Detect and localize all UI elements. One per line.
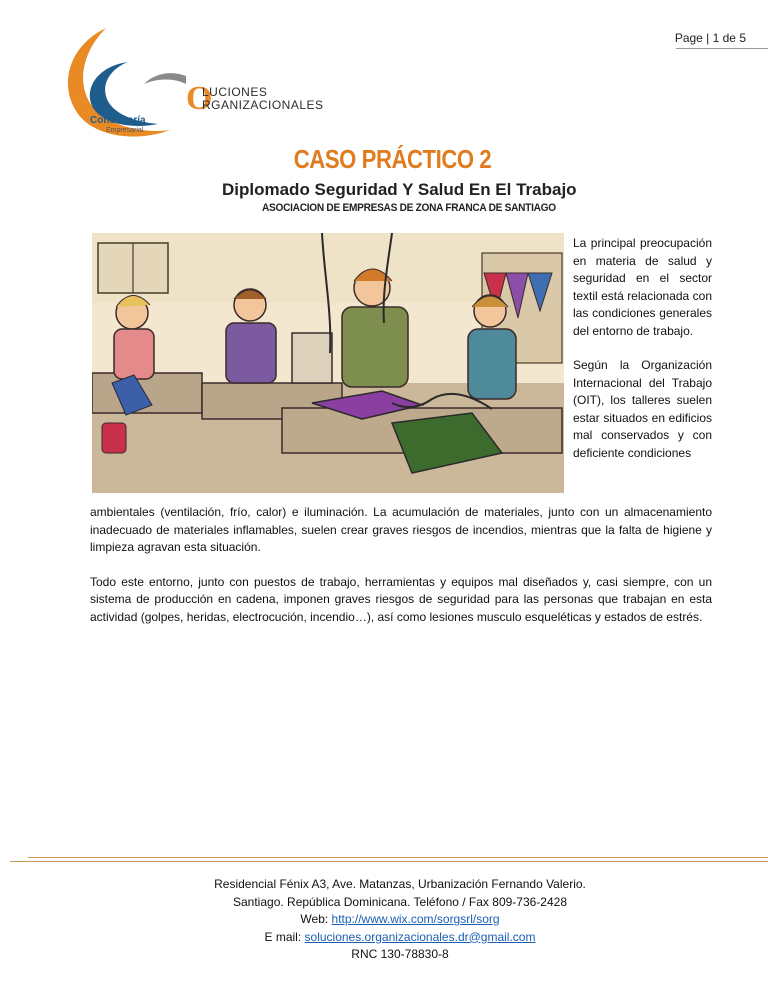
footer-web-label: Web: <box>300 912 332 926</box>
logo-line-1: LUCIONES <box>202 85 268 99</box>
logo-line-2: RGANIZACIONALES <box>202 98 324 112</box>
website-link[interactable]: http://www.wix.com/sorgsrl/sorg <box>331 912 500 926</box>
logo-consultoria: Consultoría <box>90 115 146 126</box>
logo-empresarial: Empresarial <box>106 127 144 134</box>
body-paragraph: ambientales (ventilación, frío, calor) e iluminación. La acumulación de materiales, junto con un almacenamiento inadecuado de materiales inflamables, suelen crear graves riesgos de incendios, mientras que la falta de higiene y limpieza agravan esta situación. <box>90 505 712 554</box>
page-number: Page | 1 de 5 <box>674 31 746 45</box>
footer-web <box>0 911 768 929</box>
header-rule <box>676 48 768 49</box>
footer <box>0 876 768 964</box>
footer-address: Residencial Fénix A3, Ave. Matanzas, Urbanización Fernando Valerio. <box>214 877 586 891</box>
footer-email <box>0 929 768 947</box>
side-paragraph: Según la Organización Internacional del Trabajo (OIT), los talleres suelen estar situados en edificios mal conservados y con deficiente condiciones <box>573 358 712 460</box>
body-text <box>90 504 712 643</box>
body-paragraph: Todo este entorno, junto con puestos de trabajo, herramientas y equipos mal diseñados y, casi siempre, con un sistema de producción en cadena, imponen graves riesgos de seguridad para las personas que trabajan en esta actividad (golpes, heridas, electrocución, incendio…), así como lesiones musculo esqueléticas y estados de estrés. <box>90 574 712 624</box>
email-link[interactable]: soluciones.organizacionales.dr@gmail.com <box>304 929 536 944</box>
textile-workshop-illustration <box>92 233 564 493</box>
organization-name: ASOCIACION DE EMPRESAS DE ZONA FRANCA DE SANTIAGO <box>262 202 556 214</box>
logo-initial: O <box>186 80 213 117</box>
logo-swoosh-icon <box>58 26 198 156</box>
document-subtitle: Diplomado Seguridad Y Salud En El Trabajo <box>222 180 577 199</box>
footer-email-label: E mail: <box>264 929 305 944</box>
document-title: CASO PRÁCTICO 2 <box>293 144 492 174</box>
footer-rule <box>10 861 768 862</box>
company-logo <box>58 26 328 156</box>
side-text-column <box>573 235 712 479</box>
side-paragraph: La principal preocupación en materia de salud y seguridad en el sector textil está relacionada con las condiciones generales del entorno de trabajo. <box>573 236 712 338</box>
footer-city-phone: Santiago. República Dominicana. Teléfono / Fax 809-736-2428 <box>233 894 567 909</box>
footer-rule <box>28 857 768 858</box>
footer-rnc: RNC 130-78830-8 <box>351 947 449 961</box>
